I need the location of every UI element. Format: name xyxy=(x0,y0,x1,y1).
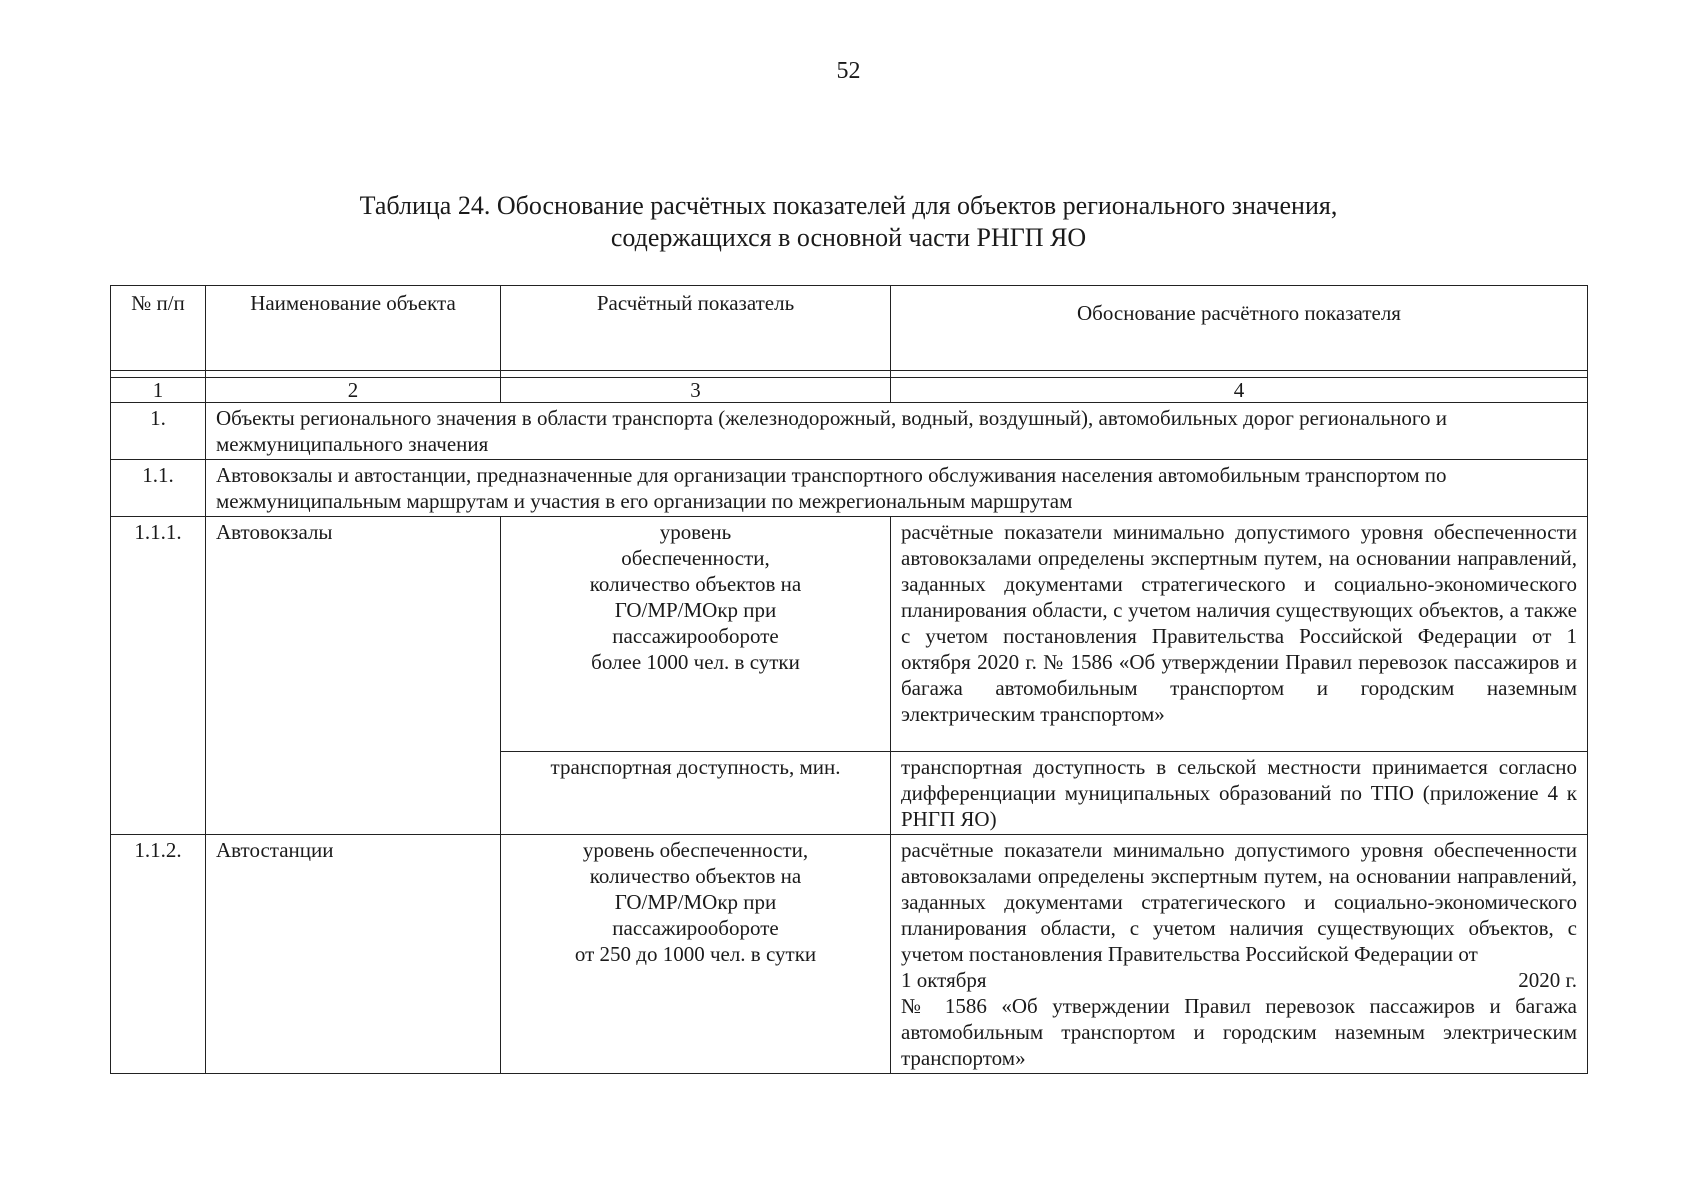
header-name: Наименование объекта xyxy=(206,286,501,371)
table-title-line-1: Таблица 24. Обоснование расчётных показателей для объектов регионального значения, xyxy=(359,191,1338,220)
header-justification: Обоснование расчётного показателя xyxy=(891,286,1588,371)
header-indicator: Расчётный показатель xyxy=(501,286,891,371)
section-row xyxy=(111,460,1588,517)
justification-cell xyxy=(891,835,1588,1074)
justification-cell: транспортная доступность в сельской местности принимается согласно дифференциации муниципальных образований по ТПО (приложение 4 к РНГП ЯО) xyxy=(891,752,1588,835)
justification-cell: расчётные показатели минимально допустимого уровня обеспеченности автовокзалами определены экспертным путем, на основании направлений, заданных документами стратегического и социально-экономического планирования области, с учетом наличия существующих объектов, а также с учетом постановления Правительства Российской Федерации от 1 октября 2020 г. № 1586 «Об утверждении Правил перевозок пассажиров и багажа автомобильным транспортом и городским наземным электрическим транспортом» xyxy=(891,517,1588,752)
table-row xyxy=(111,517,1588,752)
table-header-row xyxy=(111,286,1588,371)
table-row xyxy=(111,835,1588,1074)
section-text: Объекты регионального значения в области транспорта (железнодорожный, водный, воздушный), автомобильных дорог регионального и межмуниципального значения xyxy=(206,403,1588,460)
indicator-line: пассажирообороте xyxy=(612,916,779,940)
column-number: 2 xyxy=(206,378,501,403)
column-number-row xyxy=(111,378,1588,403)
column-number: 4 xyxy=(891,378,1588,403)
row-num: 1.1.2. xyxy=(111,835,206,1074)
column-number: 1 xyxy=(111,378,206,403)
justification-date-line xyxy=(901,967,1577,993)
indicator-line: транспортная доступность, мин. xyxy=(550,755,841,779)
justification-date-left: 1 октября xyxy=(901,968,987,992)
justification-date-right: 2020 г. xyxy=(1518,968,1577,992)
justification-text: расчётные показатели минимально допустимого уровня обеспеченности автовокзалами определены экспертным путем, на основании направлений, заданных документами стратегического и социально-экономического планирования области, с учетом наличия существующих объектов, с учетом постановления Правительства Российской Федерации от xyxy=(901,838,1577,966)
indicator-cell xyxy=(501,752,891,835)
object-name: Автостанции xyxy=(206,835,501,1074)
column-number: 3 xyxy=(501,378,891,403)
indicator-line: пассажирообороте xyxy=(612,624,779,648)
indicator-line: более 1000 чел. в сутки xyxy=(591,650,800,674)
table-title xyxy=(0,190,1697,254)
justification-table xyxy=(110,285,1588,1074)
table-title-line-2: содержащихся в основной части РНГП ЯО xyxy=(610,223,1087,252)
section-num: 1.1. xyxy=(111,460,206,517)
indicator-line: уровень xyxy=(659,520,732,544)
header-separator xyxy=(111,371,1588,378)
indicator-line: уровень обеспеченности, xyxy=(582,838,809,862)
section-row xyxy=(111,403,1588,460)
row-num: 1.1.1. xyxy=(111,517,206,835)
indicator-line: обеспеченности, xyxy=(621,546,770,570)
indicator-line: от 250 до 1000 чел. в сутки xyxy=(574,942,817,966)
indicator-cell xyxy=(501,835,891,1074)
indicator-line: ГО/МР/МОкр при xyxy=(614,598,777,622)
indicator-line: количество объектов на xyxy=(589,572,802,596)
header-num: № п/п xyxy=(111,286,206,371)
indicator-line: количество объектов на xyxy=(589,864,802,888)
section-num: 1. xyxy=(111,403,206,460)
page-number: 52 xyxy=(836,58,861,84)
section-text: Автовокзалы и автостанции, предназначенные для организации транспортного обслуживания населения автомобильным транспортом по межмуниципальным маршрутам и участия в его организации по межрегиональным маршрутам xyxy=(206,460,1588,517)
indicator-line: ГО/МР/МОкр при xyxy=(614,890,777,914)
indicator-cell xyxy=(501,517,891,752)
justification-text: № 1586 «Об утверждении Правил перевозок пассажиров и багажа автомобильным транспортом и городским наземным электрическим транспортом» xyxy=(901,994,1577,1070)
object-name: Автовокзалы xyxy=(206,517,501,835)
